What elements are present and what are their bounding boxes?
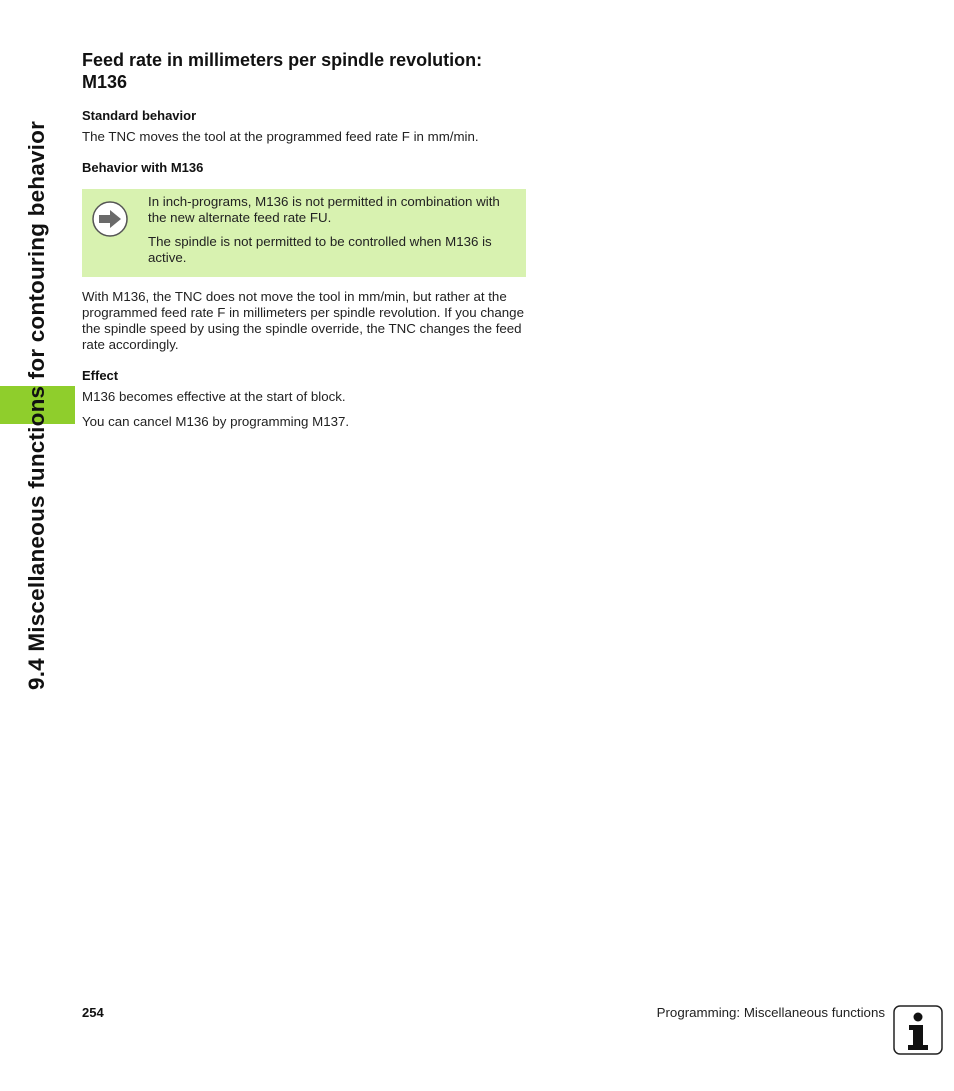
main-content-lower [82,289,526,430]
page-title: Feed rate in millimeters per spindle revolution: M136 [82,50,483,92]
standard-behavior-text: The TNC moves the tool at the programmed feed rate F in mm/min. [82,129,479,144]
footer-section-title: Programming: Miscellaneous functions [656,1005,885,1020]
page-number: 254 [82,1005,104,1020]
note-box [82,189,526,277]
note-line-2: The spindle is not permitted to be controlled when M136 is active. [148,234,492,265]
info-icon [893,1005,943,1055]
main-content [82,49,526,176]
effect-heading: Effect [82,368,119,383]
note-line-1: In inch-programs, M136 is not permitted in combination with the new alternate feed rate FU. [148,194,500,225]
arrow-right-icon [92,201,128,237]
effect-text-2: You can cancel M136 by programming M137. [82,414,350,429]
standard-behavior-heading: Standard behavior [82,108,197,123]
note-text [148,194,518,274]
behavior-m136-heading: Behavior with M136 [82,160,204,175]
chapter-side-title: 9.4 Miscellaneous functions for contouring behavior [24,120,49,690]
effect-text-1: M136 becomes effective at the start of block. [82,389,346,404]
behavior-m136-text: With M136, the TNC does not move the tool in mm/min, but rather at the programmed feed rate F in millimeters per spindle revolution. If you change the spindle speed by using the spindle override, the TNC changes the feed rate accordingly. [82,289,524,352]
